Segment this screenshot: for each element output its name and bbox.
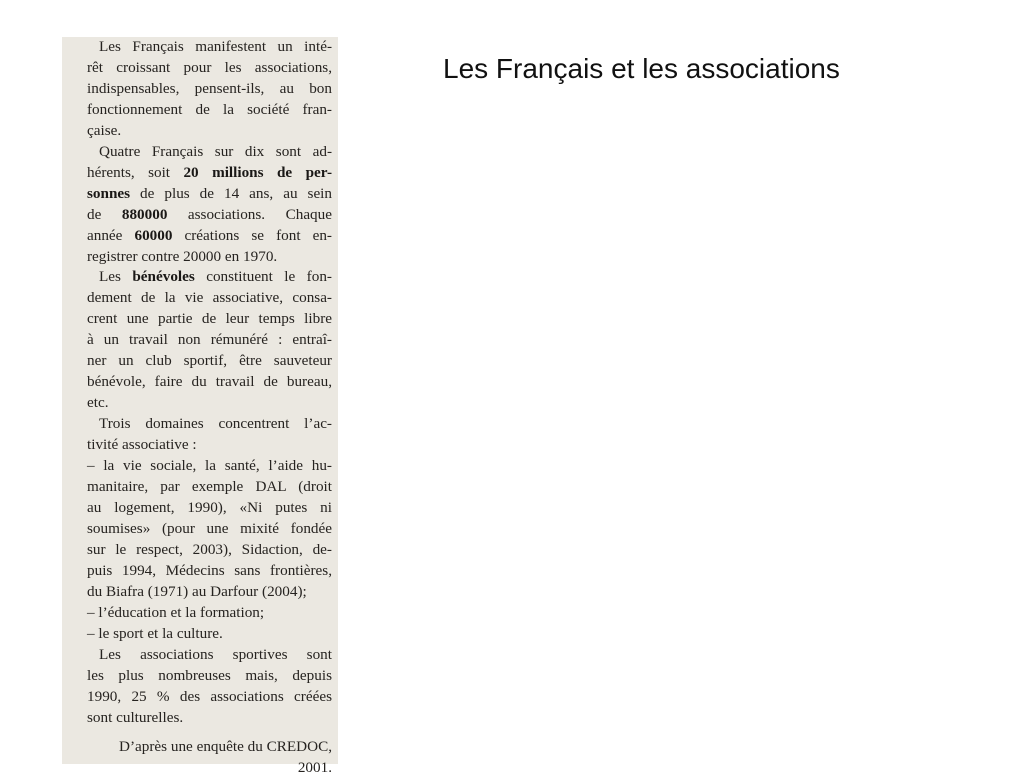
text-line: manitaire, par exemple DAL (droit bbox=[87, 478, 332, 496]
text-line bbox=[74, 163, 332, 184]
text-line bbox=[74, 267, 332, 288]
scanned-text-excerpt bbox=[62, 37, 338, 777]
text-line: ner un club sportif, être sauveteur bbox=[87, 352, 332, 370]
text-line: sont culturelles. bbox=[87, 708, 184, 726]
text-line: crent une partie de leur temps libre bbox=[87, 310, 332, 328]
text-line: registrer contre 20000 en 1970. bbox=[87, 247, 278, 265]
text-line: à un travail non rémunéré : entraî- bbox=[87, 331, 332, 349]
paragraph-intro bbox=[74, 37, 332, 142]
text-line: tivité associative : bbox=[87, 436, 197, 454]
text-line: bénévole, faire du travail de bureau, bbox=[87, 373, 332, 391]
slide-title: Les Français et les associations bbox=[443, 53, 840, 84]
text-line bbox=[74, 184, 332, 205]
highlight-associations-count: 880000 bbox=[121, 205, 168, 223]
text-fragment: de bbox=[87, 205, 122, 223]
highlight-members-count-end: sonnes bbox=[87, 184, 131, 202]
text-fragment: de plus de 14 ans, au sein bbox=[130, 184, 332, 202]
text-fragment: associations. Chaque bbox=[167, 205, 332, 223]
highlight-volunteers: bénévoles bbox=[132, 268, 195, 286]
highlight-creations-count: 60000 bbox=[134, 226, 173, 244]
text-line: Les Français manifestent un inté- bbox=[99, 38, 332, 55]
text-fragment: Les bbox=[99, 268, 133, 286]
text-line: Quatre Français sur dix sont ad- bbox=[99, 142, 332, 160]
paragraph-members bbox=[74, 142, 332, 268]
text-line: sur le respect, 2003), Sidaction, de- bbox=[87, 540, 332, 558]
list-item-education bbox=[74, 603, 332, 624]
text-line: indispensables, pensent-ils, au bon bbox=[87, 79, 332, 97]
list-item-sport bbox=[74, 624, 332, 645]
text-fragment: hérents, soit bbox=[87, 163, 184, 181]
text-line: – l’éducation et la formation; bbox=[87, 603, 265, 621]
text-line: 2001. bbox=[297, 759, 332, 777]
text-line: 1990, 25 % des associations créées bbox=[87, 687, 332, 705]
text-line: dement de la vie associative, consa- bbox=[87, 289, 332, 307]
highlight-members-count: 20 millions de per- bbox=[183, 163, 332, 181]
source-citation bbox=[74, 737, 332, 779]
paragraph-sports-culture bbox=[74, 645, 332, 729]
text-line: du Biafra (1971) au Darfour (2004); bbox=[87, 582, 307, 600]
text-line: – la vie sociale, la santé, l’aide hu- bbox=[87, 457, 332, 475]
text-line: soumises» (pour une mixité fondée bbox=[87, 519, 332, 537]
text-line: puis 1994, Médecins sans frontières, bbox=[87, 561, 332, 579]
paragraph-domains bbox=[74, 414, 332, 456]
text-line bbox=[74, 205, 332, 226]
text-line bbox=[74, 226, 332, 247]
text-line: Trois domaines concentrent l’ac- bbox=[99, 415, 332, 433]
text-line: rêt croissant pour les associations, bbox=[87, 58, 332, 76]
text-line: au logement, 1990), «Ni putes ni bbox=[87, 498, 332, 516]
text-line: – le sport et la culture. bbox=[87, 624, 223, 642]
text-fragment: année bbox=[87, 226, 135, 244]
text-fragment: constituent le fon- bbox=[194, 268, 332, 286]
text-line: fonctionnement de la société fran- bbox=[87, 100, 332, 118]
paragraph-volunteers bbox=[74, 267, 332, 414]
text-line: D’après une enquête du CREDOC, bbox=[119, 738, 332, 756]
list-item-social bbox=[74, 456, 332, 603]
text-line: Les associations sportives sont bbox=[99, 645, 332, 663]
text-fragment: créations se font en- bbox=[172, 226, 332, 244]
text-line: etc. bbox=[87, 394, 109, 412]
text-line: les plus nombreuses mais, depuis bbox=[87, 666, 332, 684]
text-line: çaise. bbox=[87, 121, 122, 139]
